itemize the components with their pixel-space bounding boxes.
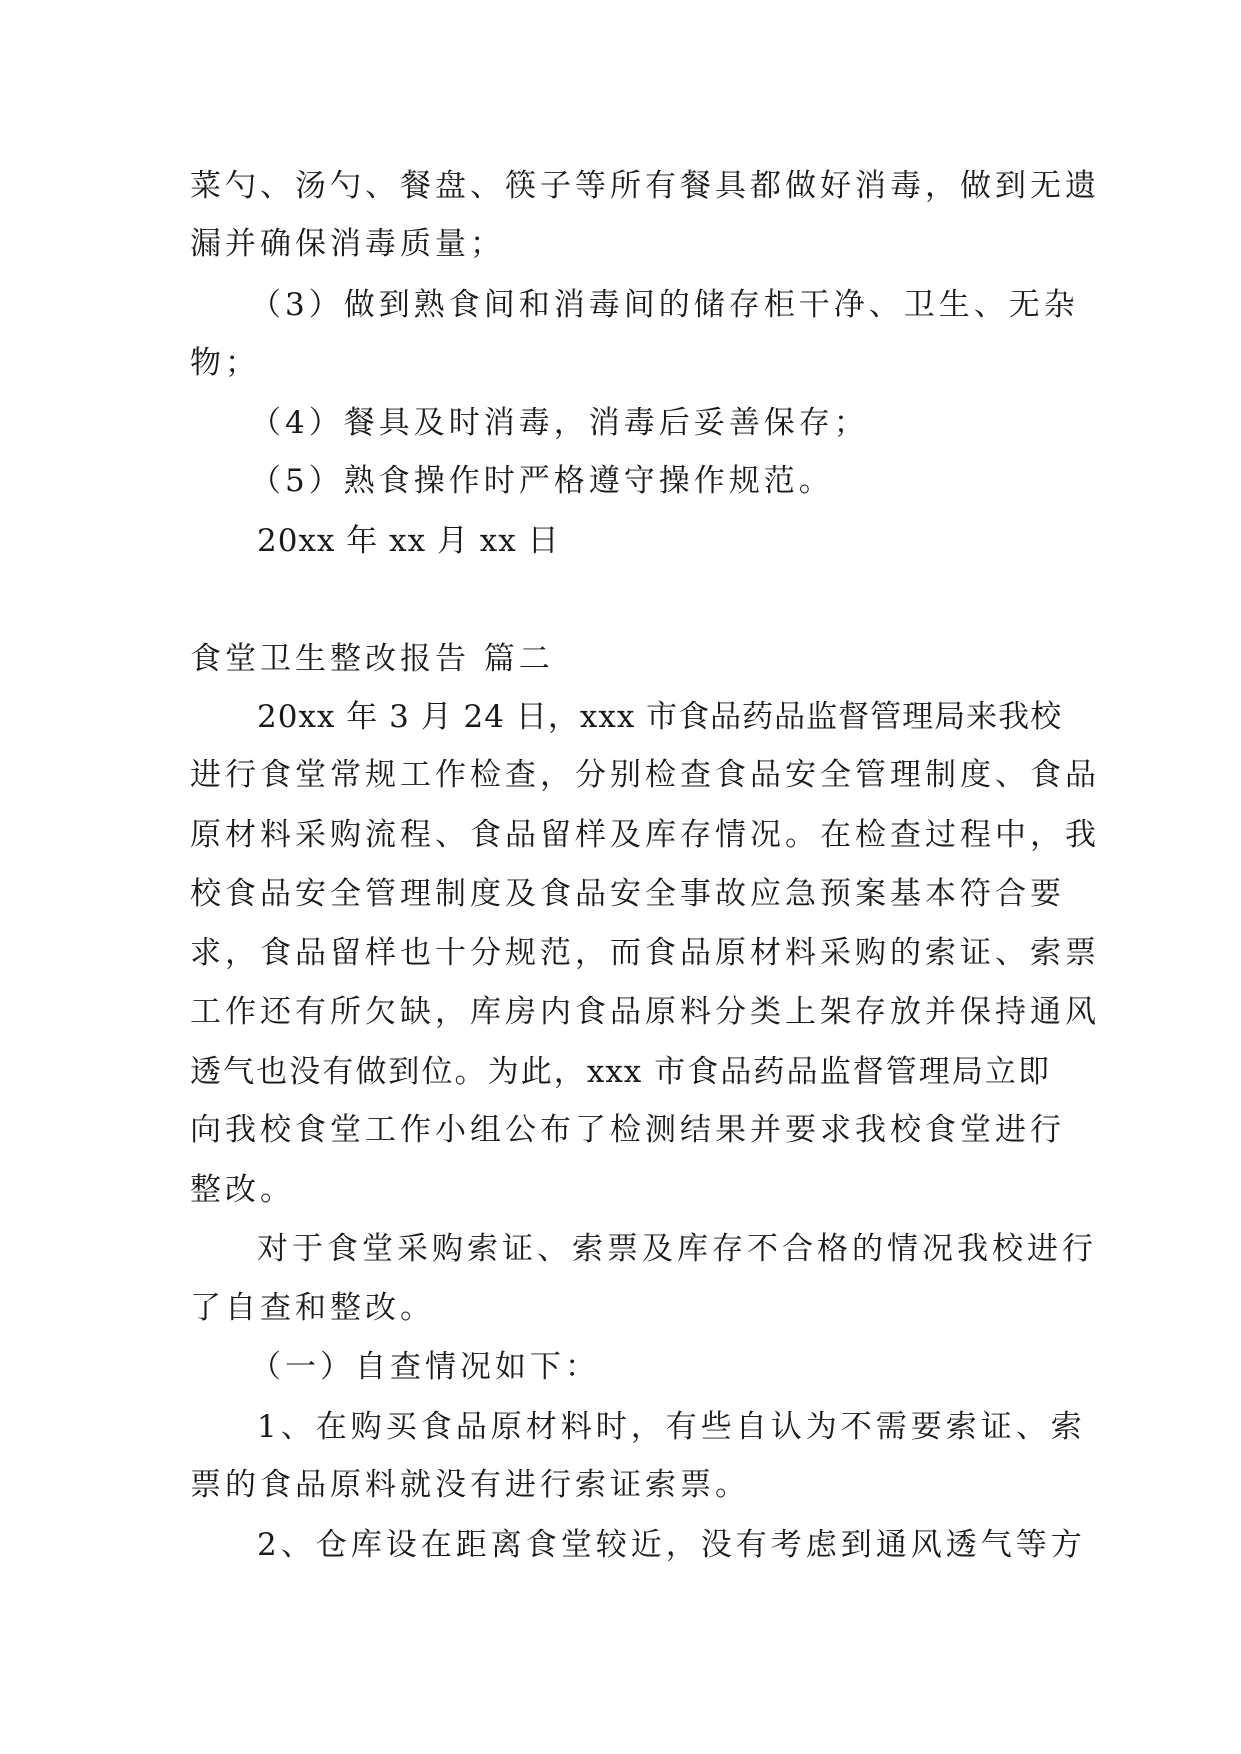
text-line: 菜勺、汤勺、餐盘、筷子等所有餐具都做好消毒，做到无遗 [190,168,1100,204]
list-item-2: 2、仓库设在距离食堂较近，没有考虑到通风透气等方 [257,1527,1086,1563]
list-item-4: （4）餐具及时消毒，消毒后妥善保存； [250,405,869,441]
list-item-1: 1、在购买食品原材料时，有些自认为不需要索证、索 [257,1409,1086,1445]
paragraph-line: 原材料采购流程、食品留样及库存情况。在检查过程中，我 [190,817,1100,853]
text-line: 物； [190,345,260,381]
paragraph-line: 整改。 [190,1172,295,1208]
paragraph-line: 透气也没有做到位。为此，xxx 市食品药品监督管理局立即 [190,1054,1050,1090]
subsection-heading: （一）自查情况如下： [250,1349,600,1385]
list-item-1-cont: 票的食品原料就没有进行索证索票。 [190,1467,750,1503]
paragraph-line: 对于食堂采购索证、索票及库存不合格的情况我校进行 [257,1231,1097,1267]
list-item-5: （5）熟食操作时严格遵守操作规范。 [250,463,834,499]
paragraph-line: 向我校食堂工作小组公布了检测结果并要求我校食堂进行 [190,1112,1065,1148]
date-line: 20xx 年 xx 月 xx 日 [257,523,560,559]
paragraph-line: 求，食品留样也十分规范，而食品原材料采购的索证、索票 [190,935,1100,971]
list-item-3: （3）做到熟食间和消毒间的储存柜干净、卫生、无杂 [250,287,1079,323]
paragraph-line: 20xx 年 3 月 24 日，xxx 市食品药品监督管理局来我校 [257,699,1063,735]
paragraph-line: 进行食堂常规工作检查，分别检查食品安全管理制度、食品 [190,757,1100,793]
section-title: 食堂卫生整改报告 篇二 [190,641,554,677]
text-line: 漏并确保消毒质量； [190,226,505,262]
paragraph-line: 工作还有所欠缺，库房内食品原料分类上架存放并保持通风 [190,994,1100,1030]
paragraph-line: 了自查和整改。 [190,1290,435,1326]
paragraph-line: 校食品安全管理制度及食品安全事故应急预案基本符合要 [190,876,1065,912]
